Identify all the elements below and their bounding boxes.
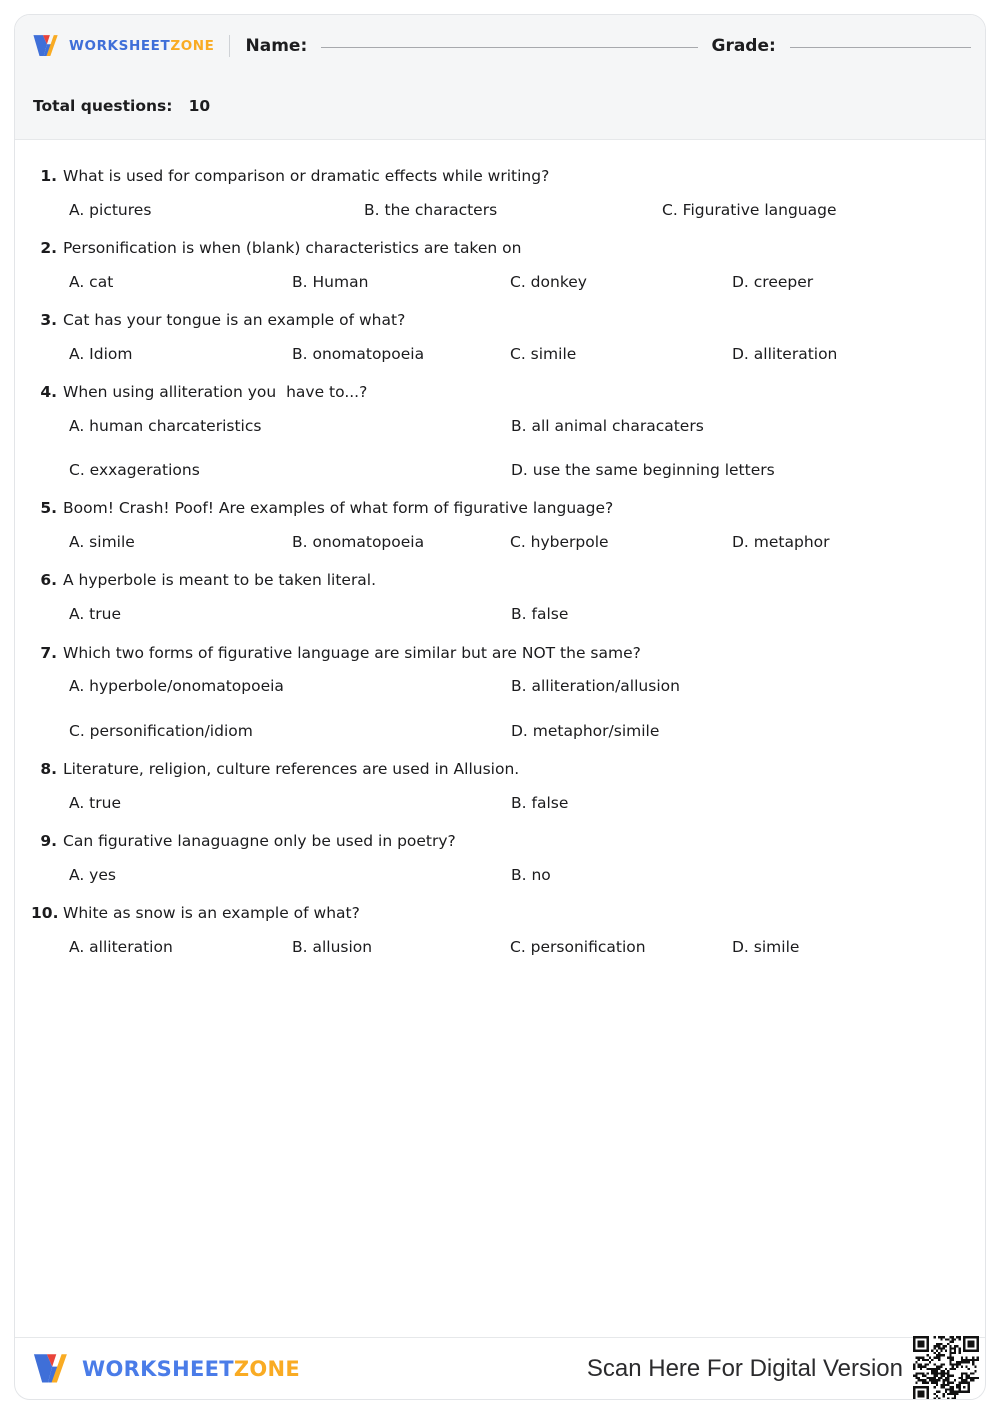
question-item	[31, 310, 969, 364]
question-item	[31, 570, 969, 624]
answer-option[interactable]: B. alliteration/allusion	[511, 677, 680, 696]
question-number: 10.	[31, 903, 59, 922]
option-group	[31, 272, 969, 292]
question-text: Literature, religion, culture references are used in Allusion.	[63, 759, 520, 778]
question-number: 1.	[40, 167, 57, 185]
question-number: 8.	[40, 759, 57, 778]
option-group	[31, 676, 969, 740]
question-text: Which two forms of figurative language are similar but are NOT the same?	[63, 643, 641, 662]
question-number: 9.	[40, 831, 57, 850]
answer-option[interactable]: B. all animal characaters	[511, 417, 704, 436]
answer-option[interactable]: B. false	[511, 605, 569, 624]
question-item	[31, 238, 969, 292]
answer-option[interactable]: C. personification/idiom	[69, 721, 253, 740]
answer-option[interactable]: A. human charcateristics	[69, 417, 262, 436]
question-item	[31, 166, 969, 220]
question-header	[31, 903, 969, 924]
qr-code-icon[interactable]	[913, 1336, 979, 1401]
answer-option[interactable]: B. onomatopoeia	[292, 533, 425, 552]
question-header	[31, 643, 969, 664]
answer-option[interactable]: B. no	[511, 865, 551, 884]
answer-option[interactable]: A. true	[69, 605, 121, 624]
header-brand-word-secondary: ZONE	[170, 38, 215, 54]
answer-option[interactable]: A. alliteration	[69, 937, 173, 956]
question-number: 6.	[40, 571, 57, 590]
header-bottom-row	[15, 77, 985, 139]
question-item	[31, 831, 969, 885]
question-item	[31, 643, 969, 741]
worksheet-header	[15, 15, 985, 140]
answer-option[interactable]: D. alliteration	[732, 345, 838, 364]
option-group	[31, 604, 969, 624]
question-number: 5.	[40, 499, 57, 518]
question-header	[31, 310, 969, 331]
worksheet-footer	[15, 1337, 985, 1399]
answer-option[interactable]: A. yes	[69, 865, 116, 884]
name-input-line[interactable]	[321, 47, 697, 48]
question-item	[31, 382, 969, 480]
header-top-row	[15, 15, 985, 77]
header-brand-word-primary: WORKSHEET	[69, 38, 171, 54]
question-header	[31, 759, 969, 780]
header-brand	[31, 33, 215, 59]
footer-brand-word-primary: WORKSHEET	[82, 1356, 234, 1381]
answer-option[interactable]: B. false	[511, 793, 569, 812]
question-text: Personification is when (blank) characteristics are taken on	[63, 239, 522, 258]
questions-list	[15, 140, 985, 1337]
option-group	[31, 937, 969, 957]
option-group	[31, 344, 969, 364]
answer-option[interactable]: B. Human	[292, 272, 369, 291]
question-text: When using alliteration you have to...?	[63, 383, 368, 402]
answer-option[interactable]: A. true	[69, 793, 121, 812]
question-number: 2.	[40, 239, 57, 258]
question-number: 4.	[40, 383, 57, 402]
header-brand-text	[69, 38, 215, 54]
question-item	[31, 498, 969, 552]
question-text: Can figurative lanaguagne only be used in poetry?	[63, 831, 456, 850]
answer-option[interactable]: A. hyperbole/onomatopoeia	[69, 677, 284, 696]
answer-option[interactable]: D. use the same beginning letters	[511, 461, 775, 480]
answer-option[interactable]: C. hyberpole	[510, 533, 609, 552]
question-item	[31, 759, 969, 813]
worksheetzone-logo-icon	[31, 33, 61, 59]
footer-brand	[31, 1351, 300, 1387]
answer-option[interactable]: C. donkey	[510, 272, 587, 291]
question-number: 3.	[40, 311, 57, 330]
answer-option[interactable]: B. onomatopoeia	[292, 345, 425, 364]
question-text: White as snow is an example of what?	[63, 903, 360, 922]
answer-option[interactable]: C. Figurative language	[662, 200, 837, 219]
grade-label: Grade:	[711, 36, 776, 56]
name-field[interactable]	[246, 36, 698, 56]
answer-option[interactable]: D. simile	[732, 937, 800, 956]
question-item	[31, 903, 969, 957]
answer-option[interactable]: D. metaphor/simile	[511, 721, 660, 740]
answer-option[interactable]: A. pictures	[69, 200, 152, 219]
footer-scan-area	[587, 1336, 979, 1401]
question-text: What is used for comparison or dramatic effects while writing?	[63, 167, 550, 185]
footer-brand-word-secondary: ZONE	[233, 1356, 301, 1381]
worksheetzone-logo-icon	[31, 1351, 71, 1387]
question-number: 7.	[40, 643, 57, 662]
answer-option[interactable]: C. exxagerations	[69, 461, 200, 480]
question-text: Cat has your tongue is an example of what?	[63, 311, 406, 330]
worksheet-sheet	[14, 14, 986, 1400]
question-header	[31, 570, 969, 591]
grade-field[interactable]	[712, 36, 972, 56]
answer-option[interactable]: D. creeper	[732, 272, 814, 291]
grade-input-line[interactable]	[790, 47, 971, 48]
question-header	[31, 382, 969, 403]
answer-option[interactable]: A. cat	[69, 272, 114, 291]
name-label: Name:	[245, 36, 308, 56]
question-header	[31, 166, 969, 187]
answer-option[interactable]: A. Idiom	[69, 345, 133, 364]
question-header	[31, 238, 969, 259]
question-header	[31, 831, 969, 852]
answer-option[interactable]: D. metaphor	[732, 533, 830, 552]
answer-option[interactable]: A. simile	[69, 533, 135, 552]
header-divider	[229, 35, 230, 57]
question-header	[31, 498, 969, 519]
option-group	[31, 416, 969, 480]
question-text: A hyperbole is meant to be taken literal.	[63, 571, 377, 590]
answer-option[interactable]: B. the characters	[364, 200, 498, 219]
scan-here-label: Scan Here For Digital Version	[586, 1354, 903, 1382]
answer-option[interactable]: C. personification	[510, 937, 646, 956]
footer-brand-text	[82, 1357, 300, 1381]
option-group	[31, 793, 969, 813]
question-text: Boom! Crash! Poof! Are examples of what form of figurative language?	[63, 499, 614, 518]
answer-option[interactable]: C. simile	[510, 345, 577, 364]
option-group	[31, 532, 969, 552]
option-group	[31, 200, 969, 220]
answer-option[interactable]: B. allusion	[292, 937, 373, 956]
option-group	[31, 865, 969, 885]
total-questions-label: Total questions: 10	[33, 97, 211, 115]
